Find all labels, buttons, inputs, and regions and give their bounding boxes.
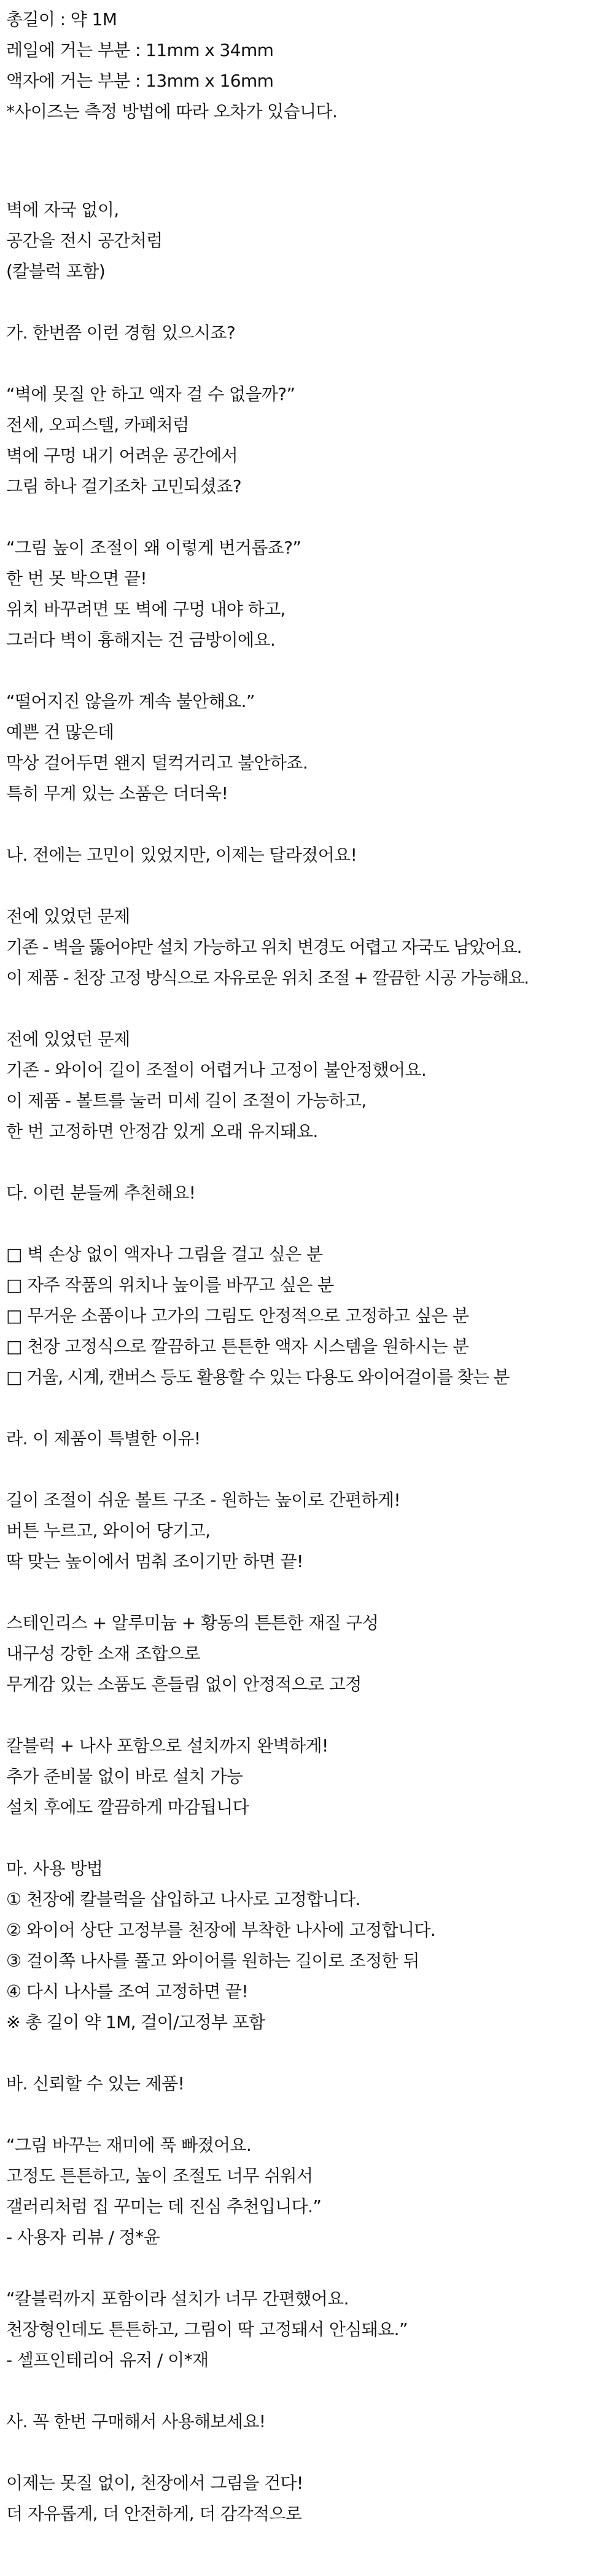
recommend-item: □ 무거운 소품이나 고가의 그림도 안정적으로 고정하고 싶은 분 — [6, 1306, 469, 1326]
ra-text-line: 칼블럭 + 나사 포함으로 설치까지 완벽하게! — [6, 1736, 328, 1756]
intro-line: 벽에 자국 없이, — [6, 200, 119, 220]
review-line: 갤러리처럼 집 꾸미는 데 진심 추천입니다.” — [6, 2196, 322, 2217]
recommend-item: □ 거울, 시계, 캔버스 등도 활용할 수 있는 다용도 와이어걸이를 찾는 분 — [6, 1367, 510, 1387]
section-heading-ba: 바. 신뢰할 수 있는 제품! — [6, 2073, 185, 2094]
ga-text-line: 그림 하나 걸기조차 고민되셨죠? — [6, 476, 241, 496]
section-heading-ra: 라. 이 제품이 특별한 이유! — [6, 1428, 201, 1449]
ga-text-line: “벽에 못질 안 하고 액자 걸 수 없을까?” — [6, 384, 295, 404]
ra-text-line: 무게감 있는 소품도 흔들림 없이 안정적으로 고정 — [6, 1674, 362, 1694]
ga-text-line: 특히 무게 있는 소품은 더더욱! — [6, 783, 228, 804]
section-heading-sa: 사. 꼭 한번 구매해서 사용해보세요! — [6, 2411, 266, 2432]
na-text-line: 기존 - 벽을 뚫어야만 설치 가능하고 위치 변경도 어렵고 자국도 남았어요. — [6, 937, 522, 957]
recommend-item: □ 벽 손상 없이 액자나 그림을 걸고 싶은 분 — [6, 1244, 323, 1264]
ra-text-line: 스테인리스 + 알루미늄 + 황동의 튼튼한 재질 구성 — [6, 1613, 379, 1633]
review-author: - 사용자 리뷰 / 정*윤 — [6, 2227, 160, 2247]
ga-text-line: 막상 걸어두면 왠지 덜컥거리고 불안하죠. — [6, 753, 308, 773]
na-text-line: 기존 - 와이어 길이 조절이 어렵거나 고정이 불안정했어요. — [6, 1060, 427, 1080]
review-line: 천장형인데도 튼튼하고, 그림이 딱 고정돼서 안심돼요.” — [6, 2319, 408, 2339]
ga-text-line: 예쁜 건 많은데 — [6, 722, 114, 742]
intro-line: 공간을 전시 공간처럼 — [6, 230, 163, 251]
recommend-item: □ 자주 작품의 위치나 높이를 바꾸고 싶은 분 — [6, 1275, 334, 1295]
review-author: - 셀프인테리어 유저 / 이*재 — [6, 2350, 209, 2370]
section-heading-na: 나. 전에는 고민이 있었지만, 이제는 달라졌어요! — [6, 845, 357, 865]
ga-text-line: “그림 높이 조절이 왜 이렇게 번거롭죠?” — [6, 538, 301, 558]
spec-frame-part: 액자에 거는 부분 : 13mm x 16mm — [6, 71, 274, 91]
recommend-item: □ 천장 고정식으로 깔끔하고 튼튼한 액자 시스템을 원하시는 분 — [6, 1336, 469, 1357]
na-text-line: 이 제품 - 천장 고정 방식으로 자유로운 위치 조절 + 깔끔한 시공 가능해요. — [6, 968, 529, 988]
ga-text-line: “떨어지진 않을까 계속 불안해요.” — [6, 691, 255, 711]
review-line: “그림 바꾸는 재미에 푹 빠졌어요. — [6, 2135, 252, 2155]
ga-text-line: 한 번 못 박으면 끝! — [6, 568, 147, 589]
intro-line: (칼블럭 포함) — [6, 261, 106, 281]
closing-line: 더 자유롭게, 더 안전하게, 더 감각적으로 — [6, 2504, 302, 2524]
usage-step: ① 천장에 칼블럭을 삽입하고 나사로 고정합니다. — [6, 1889, 360, 1909]
na-text-line: 이 제품 - 볼트를 눌러 미세 길이 조절이 가능하고, — [6, 1090, 367, 1111]
ra-text-line: 딱 맞는 높이에서 멈춰 조이기만 하면 끝! — [6, 1551, 303, 1572]
na-text-line: 전에 있었던 문제 — [6, 1029, 130, 1049]
ga-text-line: 위치 바꾸려면 또 벽에 구멍 내야 하고, — [6, 599, 286, 619]
usage-step: ③ 걸이쪽 나사를 풀고 와이어를 원하는 길이로 조정한 뒤 — [6, 1951, 419, 1971]
ga-text-line: 벽에 구멍 내기 어려운 공간에서 — [6, 445, 238, 466]
closing-line: 이제는 못질 없이, 천장에서 그림을 건다! — [6, 2473, 303, 2493]
ga-text-line: 전세, 오피스텔, 카페처럼 — [6, 415, 189, 435]
review-line: 고정도 튼튼하고, 높이 조절도 너무 쉬워서 — [6, 2166, 313, 2186]
usage-step: ② 와이어 상단 고정부를 천장에 부착한 나사에 고정합니다. — [6, 1920, 436, 1940]
spec-size-note: *사이즈는 측정 방법에 따라 오차가 있습니다. — [6, 101, 338, 122]
ra-text-line: 내구성 강한 소재 조합으로 — [6, 1643, 200, 1664]
spec-rail-part: 레일에 거는 부분 : 11mm x 34mm — [6, 40, 274, 60]
section-heading-da: 다. 이런 분들께 추천해요! — [6, 1183, 196, 1203]
ga-text-line: 그러다 벽이 흉해지는 건 금방이에요. — [6, 630, 276, 650]
review-line: “칼블럭까지 포함이라 설치가 너무 간편했어요. — [6, 2288, 349, 2309]
spec-total-length: 총길이 : 약 1M — [6, 9, 117, 29]
ra-text-line: 설치 후에도 깔끔하게 마감됩니다 — [6, 1797, 249, 1817]
usage-note: ※ 총 길이 약 1M, 걸이/고정부 포함 — [6, 2012, 265, 2032]
section-heading-ga: 가. 한번쯤 이런 경험 있으시죠? — [6, 323, 236, 343]
na-text-line: 전에 있었던 문제 — [6, 906, 130, 926]
na-text-line: 한 번 고정하면 안정감 있게 오래 유지돼요. — [6, 1121, 318, 1141]
section-heading-ma: 마. 사용 방법 — [6, 1858, 103, 1879]
ra-text-line: 추가 준비물 없이 바로 설치 가능 — [6, 1766, 243, 1787]
usage-step: ④ 다시 나사를 조여 고정하면 끝! — [6, 1981, 249, 2002]
ra-text-line: 길이 조절이 쉬운 볼트 구조 - 원하는 높이로 간편하게! — [6, 1490, 400, 1510]
ra-text-line: 버튼 누르고, 와이어 당기고, — [6, 1521, 211, 1541]
